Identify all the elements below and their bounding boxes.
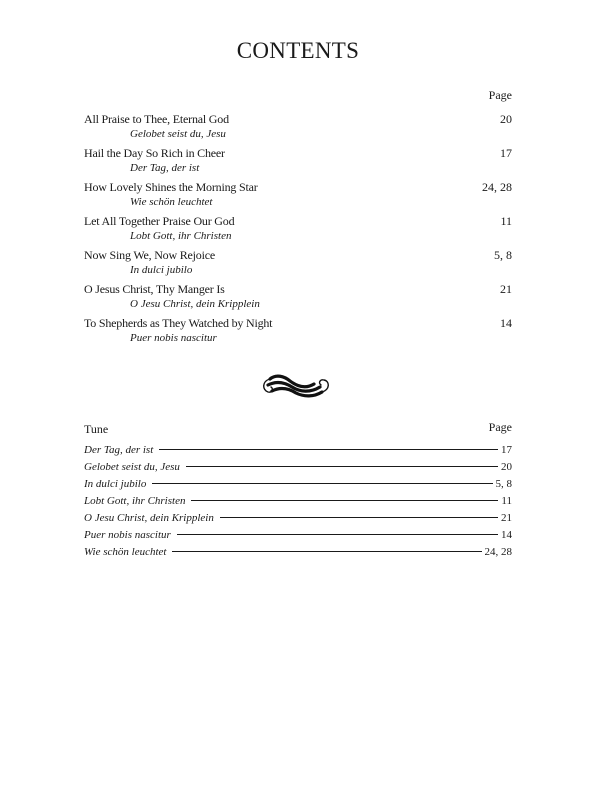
toc-entry-subtitle: Der Tag, der ist: [130, 162, 200, 174]
tune-name: Puer nobis nascitur: [84, 529, 171, 541]
tune-index-row: [84, 495, 512, 512]
toc-entry: [84, 146, 512, 180]
tune-page: 21: [501, 512, 512, 524]
toc-entry: [84, 180, 512, 214]
toc-entry-page: 21: [500, 282, 512, 296]
toc-entry: [84, 112, 512, 146]
tune-page: 20: [501, 461, 512, 473]
tune-page: 14: [501, 529, 512, 541]
tune-name: Lobt Gott, ihr Christen: [84, 495, 186, 507]
toc-entry-title: Now Sing We, Now Rejoice: [84, 248, 215, 262]
page-column-label: Page: [488, 420, 512, 434]
tune-name: Wie schön leuchtet: [84, 546, 167, 558]
toc-entry: [84, 282, 512, 316]
toc-entry: [84, 214, 512, 248]
toc-entry-title: To Shepherds as They Watched by Night: [84, 316, 273, 330]
tune-index-header: [84, 420, 512, 444]
tune-page: 17: [501, 444, 512, 456]
toc-entry-title: Hail the Day So Rich in Cheer: [84, 146, 225, 160]
leader-line: [191, 500, 498, 501]
tune-index-row: [84, 478, 512, 495]
toc-entry-subtitle: Gelobet seist du, Jesu: [130, 128, 226, 140]
leader-line: [159, 449, 498, 450]
tune-index-row: [84, 444, 512, 461]
leader-line: [220, 517, 498, 518]
leader-line: [177, 534, 498, 535]
toc-entry-page: 11: [500, 214, 512, 228]
leader-line: [152, 483, 492, 484]
toc-entry-title: All Praise to Thee, Eternal God: [84, 112, 229, 126]
toc-entry-subtitle: Lobt Gott, ihr Christen: [130, 230, 232, 242]
toc-entry-subtitle: O Jesu Christ, dein Kripplein: [130, 298, 260, 310]
toc-entry: [84, 248, 512, 282]
tune-name: O Jesu Christ, dein Kripplein: [84, 512, 214, 524]
toc-entry-subtitle: Puer nobis nascitur: [130, 332, 217, 344]
tune-name: Gelobet seist du, Jesu: [84, 461, 180, 473]
leader-line: [172, 551, 481, 552]
tune-page: 24, 28: [484, 546, 512, 558]
tune-name: In dulci jubilo: [84, 478, 147, 490]
toc-entry-page: 5, 8: [494, 248, 512, 262]
tune-index-row: [84, 461, 512, 478]
tune-index: [84, 420, 512, 563]
leader-line: [186, 466, 498, 467]
page-column-header: Page: [488, 88, 512, 102]
tune-name: Der Tag, der ist: [84, 444, 154, 456]
toc-entry-page: 14: [500, 316, 512, 330]
decorative-flourish-icon: [258, 370, 334, 404]
toc-entry-subtitle: In dulci jubilo: [130, 264, 193, 276]
toc-entry-title: How Lovely Shines the Morning Star: [84, 180, 258, 194]
toc-entry-page: 24, 28: [482, 180, 512, 194]
tune-column-label: Tune: [84, 422, 109, 436]
toc-entry-subtitle: Wie schön leuchtet: [130, 196, 213, 208]
tune-index-row: [84, 546, 512, 563]
tune-index-row: [84, 512, 512, 529]
toc-entry-page: 20: [500, 112, 512, 126]
tune-page: 5, 8: [495, 478, 512, 490]
toc-entry: [84, 316, 512, 350]
contents-list: [84, 112, 512, 350]
page-title: CONTENTS: [236, 38, 360, 63]
toc-entry-page: 17: [500, 146, 512, 160]
tune-page: 11: [501, 495, 512, 507]
tune-index-row: [84, 529, 512, 546]
toc-entry-title: O Jesus Christ, Thy Manger Is: [84, 282, 225, 296]
toc-entry-title: Let All Together Praise Our God: [84, 214, 235, 228]
